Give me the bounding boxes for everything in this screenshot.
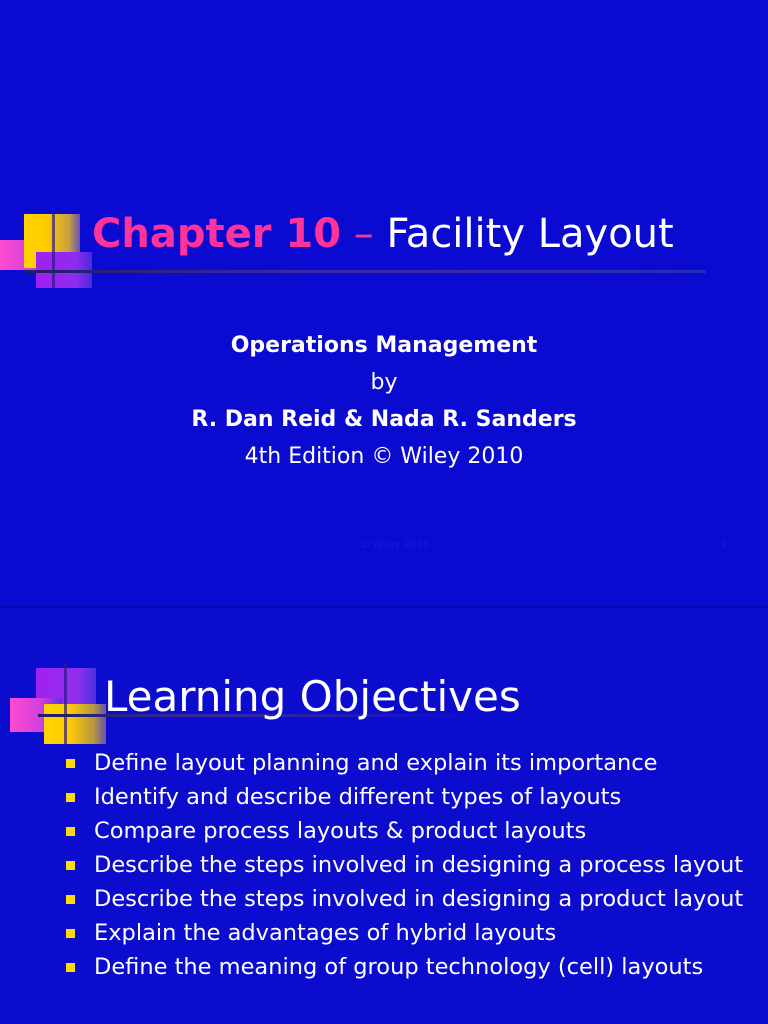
yellow-square	[44, 704, 106, 744]
objective-text: Describe the steps involved in designing a process layout	[94, 852, 744, 878]
title-dash: –	[341, 211, 387, 257]
edition: 4th Edition © Wiley 2010	[244, 444, 524, 469]
square-bullet-icon	[66, 793, 75, 802]
slide-learning-objectives	[0, 608, 768, 1024]
footer-page-number: 1	[720, 540, 727, 551]
list-item	[64, 916, 743, 950]
vertical-rule	[52, 214, 55, 288]
authors: R. Dan Reid & Nada R. Sanders	[191, 407, 577, 432]
objectives-heading: Learning Objectives	[104, 672, 521, 721]
list-item	[64, 746, 743, 780]
square-bullet-icon	[66, 759, 75, 768]
chapter-topic: Facility Layout	[386, 211, 674, 257]
square-bullet-icon	[66, 963, 75, 972]
list-item	[64, 882, 743, 916]
objective-text: Explain the advantages of hybrid layouts	[94, 920, 557, 946]
list-item	[64, 848, 743, 882]
objectives-list	[64, 746, 743, 984]
vertical-rule	[64, 664, 67, 746]
chapter-label: Chapter 10	[92, 211, 342, 257]
objective-text: Define layout planning and explain its importance	[94, 750, 658, 776]
horizontal-rule	[26, 270, 706, 273]
objective-text: Describe the steps involved in designing a product layout	[94, 886, 744, 912]
footer-copyright: © Wiley 2010	[360, 540, 430, 551]
list-item	[64, 950, 743, 984]
square-bullet-icon	[66, 827, 75, 836]
list-item	[64, 814, 743, 848]
objective-text: Define the meaning of group technology (cell) layouts	[94, 954, 704, 980]
list-item	[64, 780, 743, 814]
square-bullet-icon	[66, 895, 75, 904]
by-text: by	[370, 370, 398, 395]
objective-text: Identify and describe different types of layouts	[94, 784, 622, 810]
book-title: Operations Management	[230, 333, 538, 358]
square-bullet-icon	[66, 929, 75, 938]
square-bullet-icon	[66, 861, 75, 870]
slide-title-heading	[92, 206, 674, 262]
objective-text: Compare process layouts & product layouts	[94, 818, 587, 844]
